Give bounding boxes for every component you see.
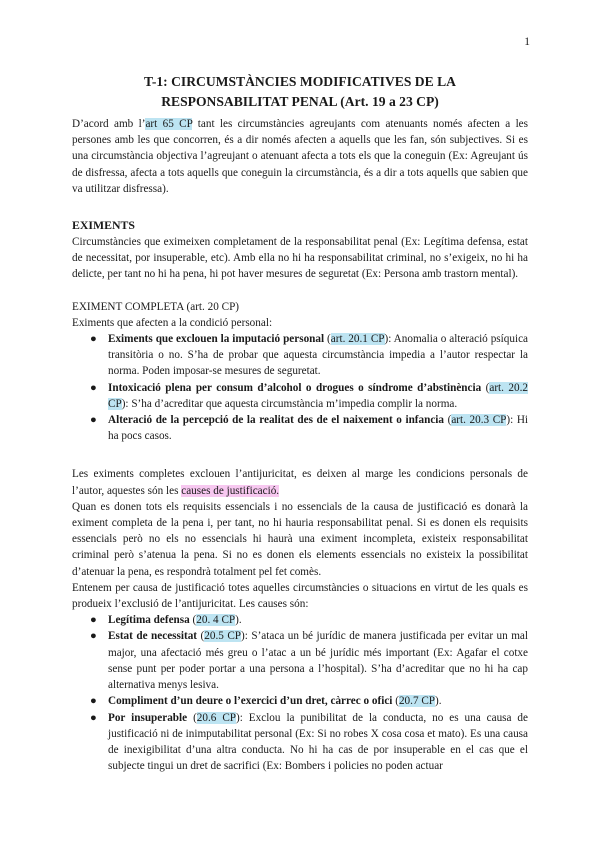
eximents-personal-intro: Eximents que afecten a la condició personal: [72, 316, 273, 329]
item-title: Intoxicació plena per consum d’alcohol o drogues o síndrome d’abstinència [108, 381, 482, 394]
article-reference: 20.5 CP [204, 630, 242, 643]
completes-paragraph [72, 466, 528, 498]
item-text: ). [435, 695, 442, 708]
list-item [72, 693, 528, 709]
bullet-icon: ● [90, 381, 97, 394]
personal-eximents-list [72, 331, 528, 444]
item-text: ). [235, 614, 242, 627]
intro-article-reference: art 65 CP [145, 118, 193, 130]
page-number: 1 [524, 36, 530, 48]
item-title: Por insuperable [108, 711, 188, 724]
bullet-icon: ● [90, 333, 97, 346]
item-pre: ( [187, 711, 197, 724]
eximents-paragraph: Circumstàncies que eximeixen completament de la responsabilitat penal (Ex: Legítima defensa, estat de necessitat, por insuperable, etc). Amb ella no hi ha responsabilitat criminal, no s’exigeix, no hi ha delicte, per tant no hi ha pena, hi pot haver mesures de seguretat (Ex: Persona amb trastorn mental). [72, 236, 528, 281]
item-pre: ( [189, 614, 197, 627]
bullet-icon: ● [90, 695, 97, 708]
article-reference: 20. 4 CP [196, 614, 236, 627]
causes-intro: Entenem per causa de justificació totes aquelles circumstàncies o situacions en virtut de les quals es produeix l’exclusió de l’antijuricitat. Les causes són: [72, 581, 528, 611]
requisits-paragraph: Quan es donen tots els requisits essencials i no essencials de la causa de justificació es donarà la eximent completa de la pena i, per tant, no hi hauria responsabilitat penal. Si es donen els requisits essencials però no els no essencials hi haurà una eximent incompleta, existeix responsabilitat criminal però s’atenua la pena. Si no es donen els elements essencials no existeix la possibilitat d’atenuar la pena, es respondrà totalment pel fet comès. [72, 500, 528, 578]
item-text: ): S’ataca un bé jurídic de manera justificada per evitar un mal major, una afectació més greu o l’atac a un bé jurídic més important (Ex: Agafar el cotxe sense punt per poder portar a una persona a l’hospital). S’ha d’acreditar que no hi ha cap alternativa menys lesiva. [108, 630, 528, 692]
item-title: Eximents que exclouen la imputació personal [108, 333, 325, 346]
item-title: Estat de necessitat [108, 630, 198, 643]
item-pre: ( [197, 630, 205, 643]
bullet-icon: ● [90, 630, 97, 643]
eximents-heading: EXIMENTS [72, 218, 135, 233]
item-text: ): Anomalia o alteració psíquica transitòria o no. S’ha de probar que aquesta circumstància impedia a l’autor respectar la norma. Poden imposar-se mesures de seguretat. [108, 333, 528, 378]
item-pre: ( [392, 695, 399, 708]
bullet-icon: ● [90, 711, 97, 724]
completes-pre: Les eximents completes exclouen l’antijuricitat, es deixen al marge les condicions personals de l’autor, aquestes són les [72, 468, 528, 497]
intro-post: tant les circumstàncies agreujants com atenuants només afecten a les persones amb les que concorren, és a dir només afecten a aquells que les fan, són subjectives. Si es una circumstància objectiva l’agreujant o atenuant afecta a tots els que la coneguin (Ex: Agreujant ús de disfressa, afecta a tots aquells que coneguin la circumstància, és a dir a tots aquells que sabien que va utilitzar disfressa). [72, 118, 528, 195]
intro-pre: D’acord amb l’ [72, 118, 146, 130]
title-line-1: T-1: CIRCUMSTÀNCIES MODIFICATIVES DE LA [144, 74, 456, 89]
document-title [72, 72, 528, 112]
item-title: Legítima defensa [108, 614, 190, 627]
article-reference: 20.7 CP [398, 695, 436, 708]
item-title: Alteració de la percepció de la realitat des de el naixement o infancia [108, 414, 445, 427]
list-item [72, 628, 528, 693]
article-reference: art. 20.3 CP [451, 414, 507, 427]
list-item [72, 331, 528, 380]
intro-paragraph [72, 116, 528, 197]
item-text: ): Exclou la punibilitat de la conducta, no es una causa de justificació ni de inimputabilitat personal (Ex: Si no robes X cosa cosa et mato). Es una causa de inexigibilitat d’una altra conducta. No hi ha cas de por insuperable en el cas que el subjecte tingui un dret de sacrifici (Ex: Bombers i policies no poden actuar [108, 711, 528, 773]
item-pre: ( [481, 381, 490, 394]
title-line-2: RESPONSABILITAT PENAL (Art. 19 a 23 CP) [161, 94, 439, 109]
bullet-icon: ● [90, 614, 97, 627]
article-reference: art. 20.1 CP [330, 333, 385, 346]
item-pre: ( [324, 333, 331, 346]
causes-list [72, 612, 528, 774]
item-title: Compliment d’un deure o l’exercici d’un dret, càrrec o ofici [108, 695, 393, 708]
item-pre: ( [444, 414, 452, 427]
causes-justificacio-highlight: causes de justificació. [181, 484, 280, 497]
article-reference: art. 20.2 CP [108, 381, 528, 410]
list-item [72, 612, 528, 628]
document-page [72, 28, 528, 774]
bullet-icon: ● [90, 414, 97, 427]
item-text: ): Hi ha pocs casos. [108, 414, 529, 443]
list-item [72, 412, 528, 444]
list-item [72, 710, 528, 775]
item-text: ): S’ha d’acreditar que aquesta circumstància m’impedia complir la norma. [121, 397, 458, 410]
list-item [72, 380, 528, 412]
eximent-completa-heading: EXIMENT COMPLETA (art. 20 CP) [72, 300, 240, 313]
article-reference: 20.6 CP [196, 711, 237, 724]
